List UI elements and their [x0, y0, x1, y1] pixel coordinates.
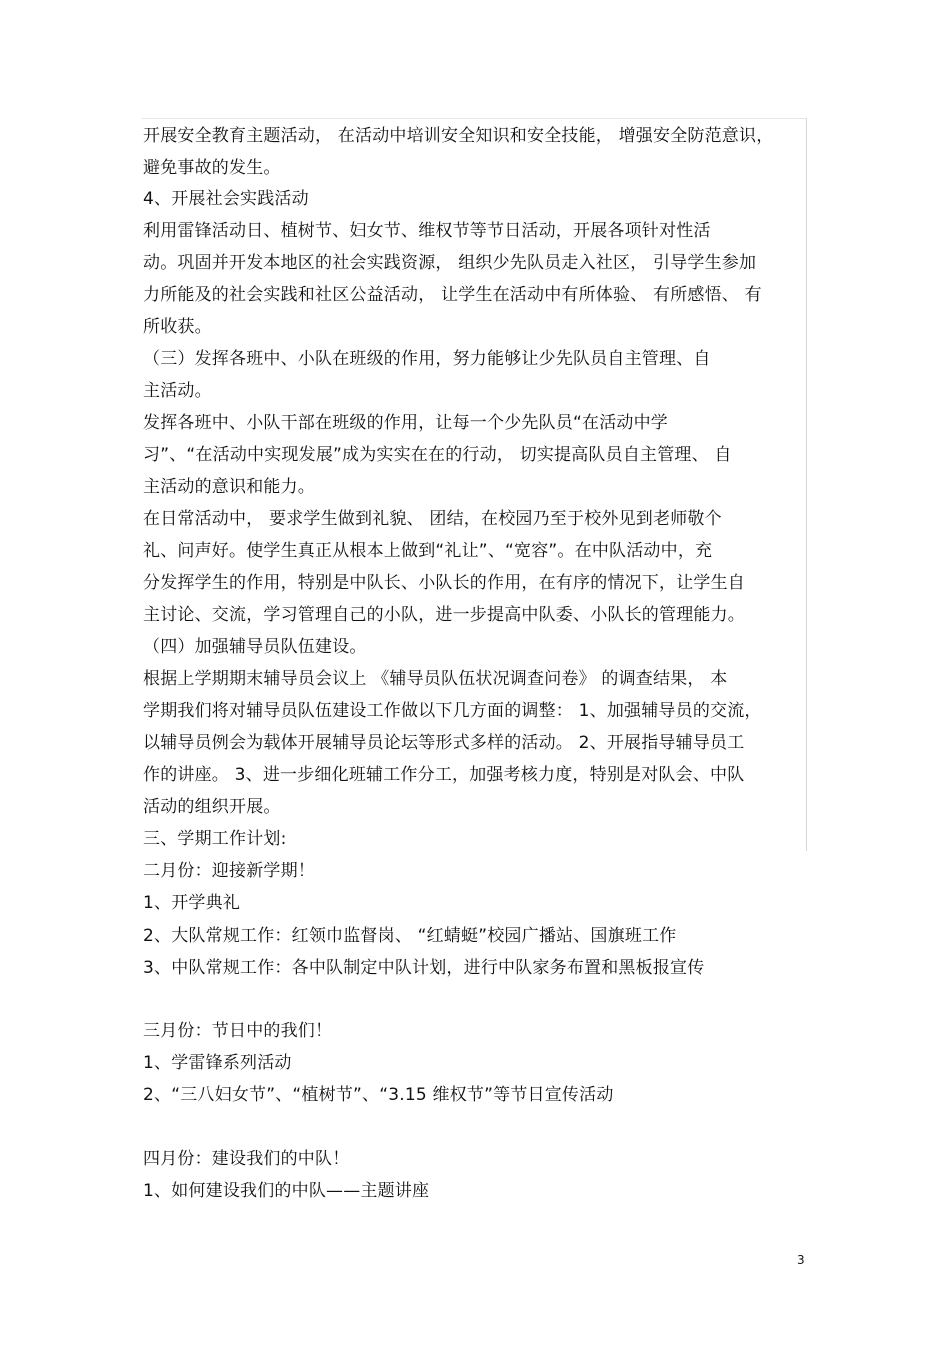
text-line: 学期我们将对辅导员队伍建设工作做以下几方面的调整： 1、加强辅导员的交流， [143, 701, 762, 721]
text-line: 主讨论、交流，学习管理自己的小队，进一步提高中队委、小队长的管理能力。 [143, 605, 745, 625]
text-line: 利用雷锋活动日、植树节、妇女节、维权节等节日活动，开展各项针对性活 [143, 221, 711, 241]
month-heading: 二月份：迎接新学期！ [143, 861, 315, 881]
text-line: 以辅导员例会为载体开展辅导员论坛等形式多样的活动。 2、开展指导辅导员工 [143, 733, 745, 753]
month-heading: 三月份：节日中的我们！ [143, 1021, 333, 1041]
page-number: 3 [797, 1253, 805, 1267]
text-line: 力所能及的社会实践和社区公益活动， 让学生在活动中有所体验、 有所感悟、 有 [143, 285, 762, 305]
text-line: 动。巩固并开发本地区的社会实践资源， 组织少先队员走入社区， 引导学生参加 [143, 253, 757, 273]
plan-item: 1、学雷锋系列活动 [143, 1053, 292, 1073]
text-line: 所收获。 [143, 317, 212, 337]
text-line: 根据上学期期末辅导员会议上 《辅导员队伍状况调查问卷》 的调查结果， 本 [143, 669, 728, 689]
section-heading: （四）加强辅导员队伍建设。 [143, 637, 367, 657]
plan-item: 1、如何建设我们的中队——主题讲座 [143, 1181, 430, 1201]
plan-item: 2、“三八妇女节”、“植树节”、“3.15 维权节”等节日宣传活动 [143, 1085, 614, 1105]
section-heading: （三）发挥各班中、小队在班级的作用，努力能够让少先队员自主管理、自 [143, 349, 711, 369]
text-line: 作的讲座。 3、进一步细化班辅工作分工，加强考核力度，特别是对队会、中队 [143, 765, 745, 785]
text-line: 分发挥学生的作用，特别是中队长、小队长的作用，在有序的情况下，让学生自 [143, 573, 745, 593]
text-line: 主活动的意识和能力。 [143, 477, 315, 497]
text-line: 礼、问声好。使学生真正从根本上做到“礼让”、“宽容”。在中队活动中，充 [143, 541, 713, 561]
text-line: 主活动。 [143, 381, 212, 401]
plan-item: 1、开学典礼 [143, 893, 241, 913]
text-line: 在日常活动中， 要求学生做到礼貌、 团结，在校园乃至于校外见到老师敬个 [143, 509, 722, 529]
section-heading: 4、开展社会实践活动 [143, 189, 309, 209]
text-line: 活动的组织开展。 [143, 797, 281, 817]
text-line: 避免事故的发生。 [143, 158, 281, 178]
plan-item: 2、大队常规工作：红领巾监督岗、 “红蜻蜓”校园广播站、国旗班工作 [143, 926, 677, 946]
month-heading: 四月份：建设我们的中队！ [143, 1149, 350, 1169]
plan-item: 3、中队常规工作：各中队制定中队计划，进行中队家务布置和黑板报宣传 [143, 958, 705, 978]
section-heading: 三、学期工作计划: [143, 829, 287, 849]
text-line: 习”、“在活动中实现发展”成为实实在在的行动， 切实提高队员自主管理、 自 [143, 445, 732, 465]
text-line: 开展安全教育主题活动， 在活动中培训安全知识和安全技能， 增强安全防范意识， [143, 126, 774, 146]
text-line: 发挥各班中、小队干部在班级的作用，让每一个少先队员“在活动中学 [143, 413, 669, 433]
